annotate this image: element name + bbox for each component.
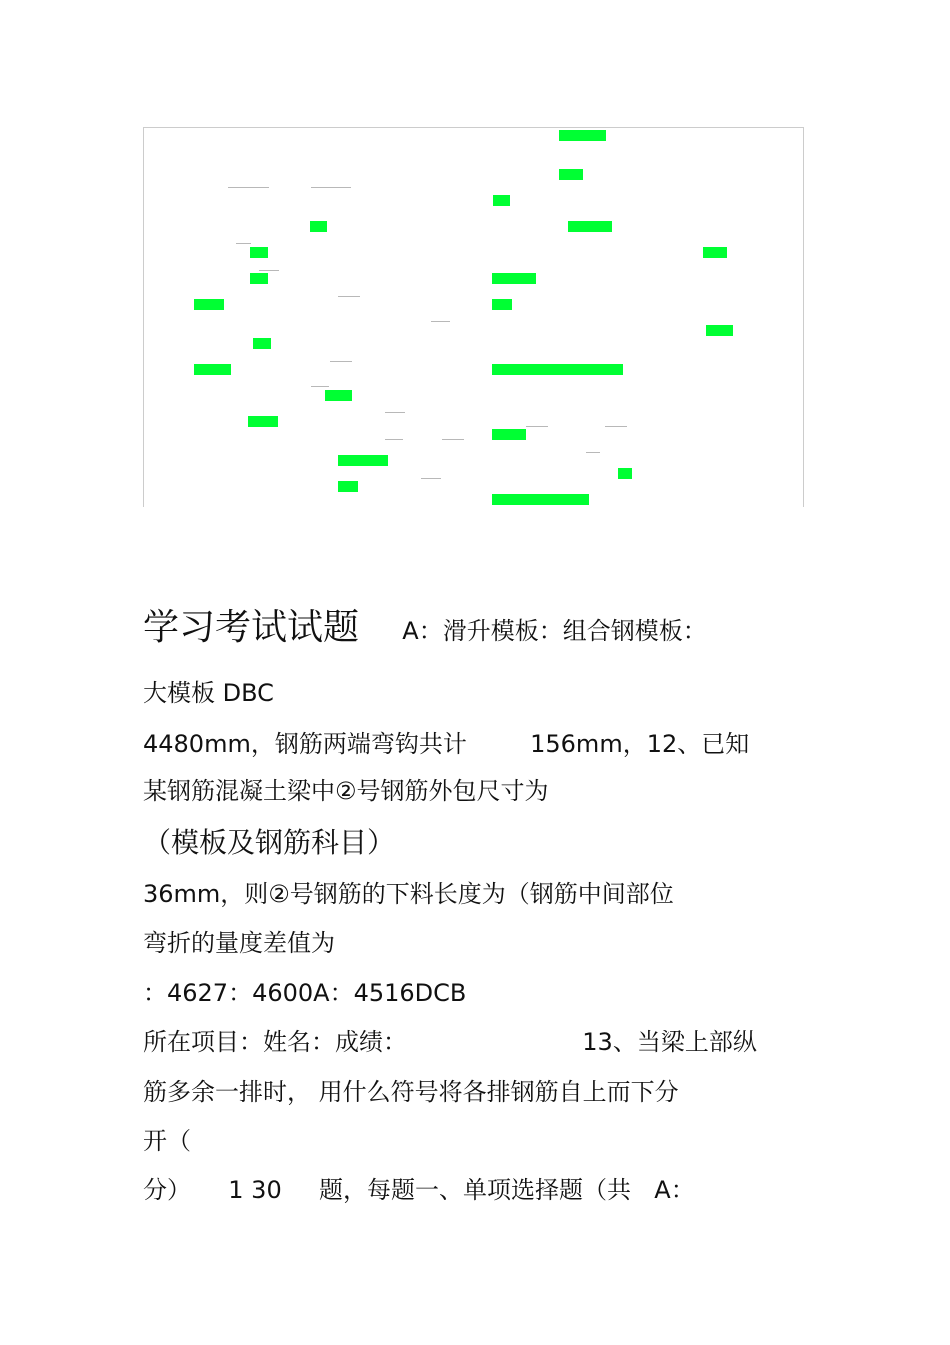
text-line-11: 开（ — [143, 1127, 191, 1155]
highlight-mark — [253, 338, 271, 349]
rule-dash — [311, 187, 351, 188]
highlight-mark — [250, 273, 268, 284]
document-title: 学习考试试题 — [143, 607, 360, 648]
highlight-mark — [492, 494, 589, 505]
rule-dash — [586, 452, 600, 453]
highlight-mark — [250, 247, 268, 258]
highlight-figure — [143, 127, 804, 507]
highlight-mark — [338, 481, 358, 492]
highlight-mark — [248, 416, 278, 427]
text-line-9 — [143, 1027, 757, 1057]
title-line — [143, 606, 707, 650]
rule-dash — [421, 478, 441, 479]
text-line-12 — [143, 1175, 695, 1205]
highlight-mark — [338, 455, 388, 466]
text-line-12a: 分） — [143, 1176, 191, 1204]
highlight-mark — [706, 325, 733, 336]
highlight-mark — [310, 221, 327, 232]
rule-dash — [526, 426, 548, 427]
rule-dash — [228, 187, 269, 188]
text-line-8: ：4627：4600A：4516DCB — [143, 979, 467, 1007]
rule-dash — [385, 439, 403, 440]
text-line-12b: 1 30 — [228, 1176, 282, 1204]
highlight-mark — [703, 247, 727, 258]
text-line-4: 某钢筋混凝土梁中②号钢筋外包尺寸为 — [143, 777, 549, 805]
rule-dash — [259, 270, 279, 271]
rule-dash — [236, 243, 251, 244]
rule-dash — [311, 386, 329, 387]
text-line-9a: 所在项目：姓名：成绩： — [143, 1028, 407, 1056]
rule-dash — [385, 412, 405, 413]
highlight-mark — [492, 429, 526, 440]
highlight-mark — [492, 299, 512, 310]
highlight-mark — [618, 468, 632, 479]
highlight-mark — [493, 195, 510, 206]
text-line-3a: 4480mm，钢筋两端弯钩共计 — [143, 730, 467, 758]
text-line-10: 筋多余一排时， 用什么符号将各排钢筋自上而下分 — [143, 1078, 679, 1106]
text-line-2: 大模板 DBC — [143, 679, 274, 707]
rule-dash — [338, 296, 360, 297]
highlight-mark — [325, 390, 352, 401]
text-line-7: 弯折的量度差值为 — [143, 929, 335, 957]
highlight-mark — [559, 130, 606, 141]
text-line-12c: 题，每题一、单项选择题（共 — [319, 1176, 631, 1204]
text-line-6: 36mm，则②号钢筋的下料长度为（钢筋中间部位 — [143, 880, 674, 908]
rule-dash — [330, 361, 352, 362]
rule-dash — [605, 426, 627, 427]
text-line-9b: 13、当梁上部纵 — [582, 1028, 757, 1056]
text-line-12d: A： — [654, 1176, 695, 1204]
highlight-mark — [492, 364, 623, 375]
highlight-mark — [568, 221, 612, 232]
rule-dash — [431, 321, 450, 322]
rule-dash — [442, 439, 464, 440]
highlight-mark — [194, 364, 231, 375]
text-line-3 — [143, 729, 749, 759]
highlight-mark — [492, 273, 536, 284]
highlight-mark — [194, 299, 224, 310]
text-line-3b: 156mm，12、已知 — [530, 730, 750, 758]
highlight-mark — [559, 169, 583, 180]
title-suffix: A：滑升模板：组合钢模板： — [402, 617, 707, 645]
text-line-5: （模板及钢筋科目） — [143, 826, 396, 859]
